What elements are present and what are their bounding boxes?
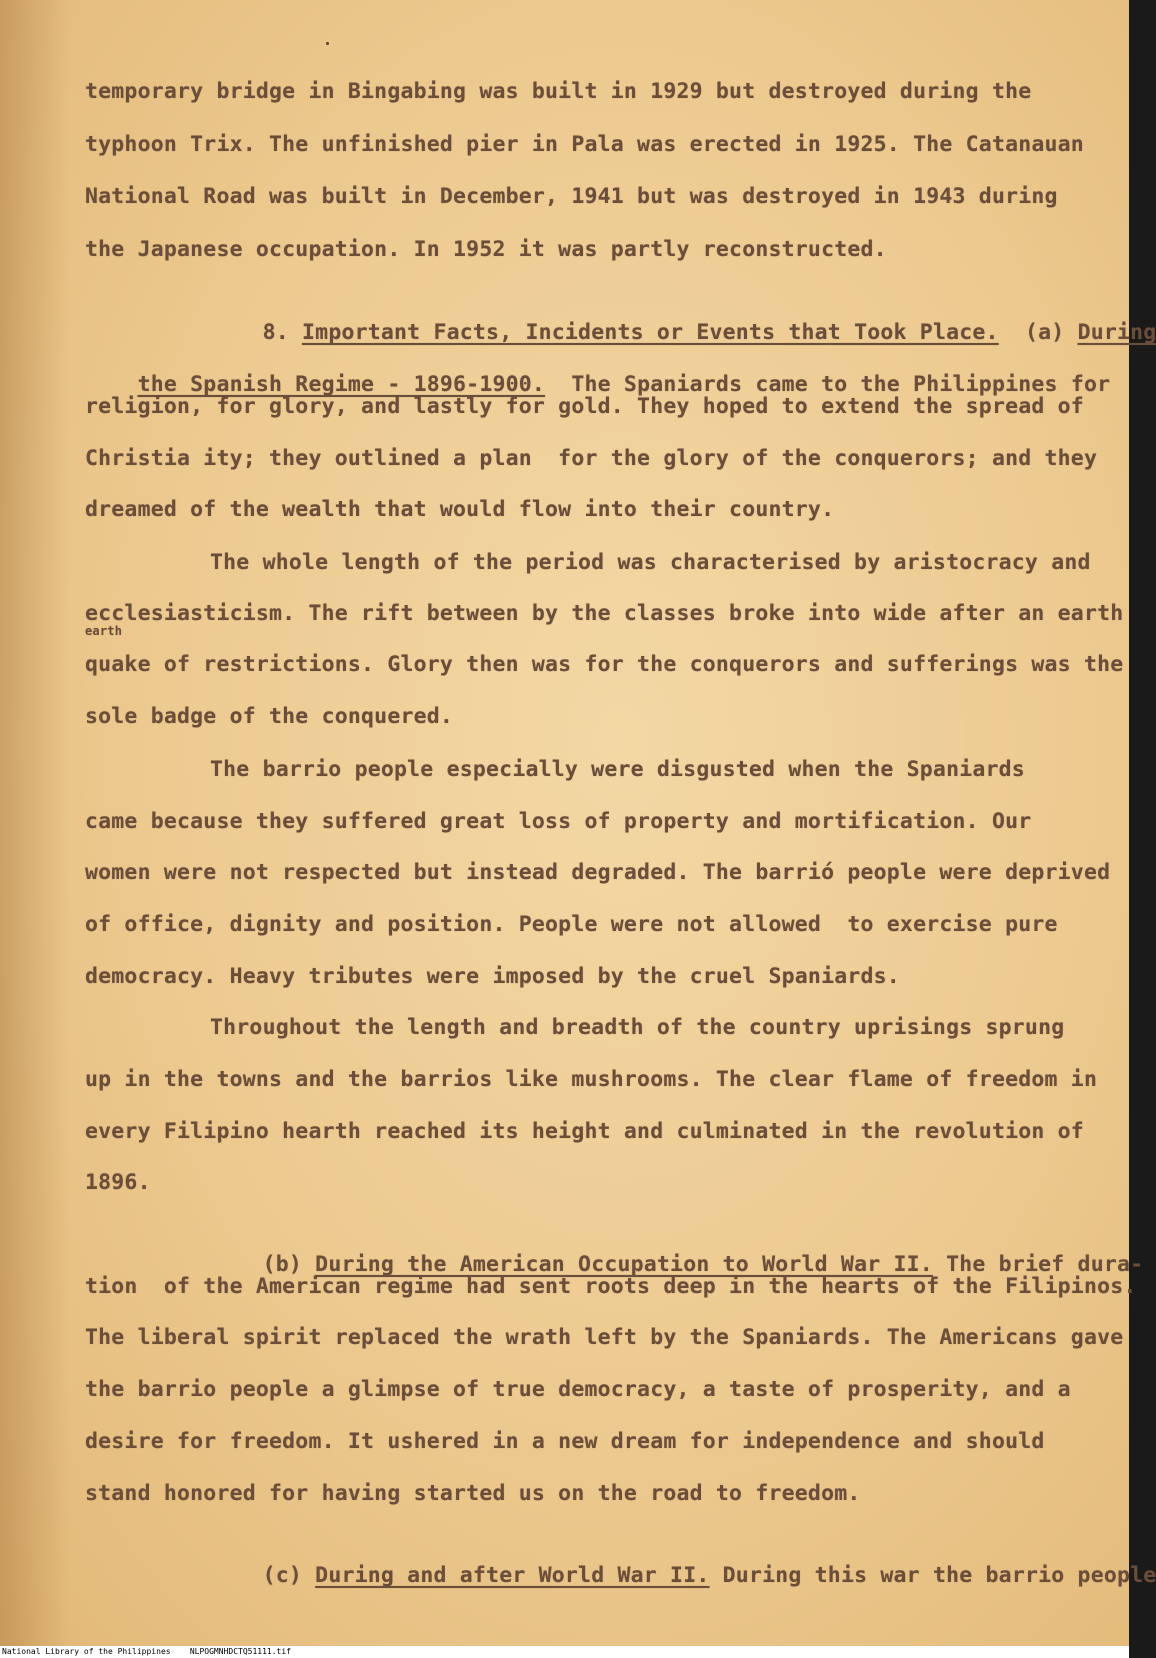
text-line-24: tion of the American regime had sent roots deep in the hearts of the Filipinos.	[85, 1274, 1137, 1299]
text-line-27: desire for freedom. It ushered in a new dream for independence and should	[85, 1429, 1045, 1454]
text-line-15: came because they suffered great loss of property and mortification. Our	[85, 809, 1032, 834]
speck	[326, 42, 329, 45]
text-line-12: quake of restrictions. Glory then was for the conquerors and sufferings was the	[85, 652, 1124, 677]
text-line-18: democracy. Heavy tributes were imposed by the cruel Spaniards.	[85, 964, 900, 989]
text-line-14: The barrio people especially were disgusted when the Spaniards	[210, 757, 1025, 782]
text-line-19: Throughout the length and breadth of the country uprisings sprung	[210, 1015, 1065, 1040]
text-line-4: the Japanese occupation. In 1952 it was partly reconstructed.	[85, 237, 887, 262]
text-line-8: Christia ity; they outlined a plan for the glory of the conquerors; and they	[85, 446, 1098, 471]
text-line-20: up in the towns and the barrios like mushrooms. The clear flame of freedom in	[85, 1067, 1098, 1092]
text-line-7: religion, for glory, and lastly for gold. They hoped to extend the spread of	[85, 394, 1084, 419]
text-line-3: National Road was built in December, 1941 but was destroyed in 1943 during	[85, 184, 1058, 209]
section-8a-heading-2: the Spanish Regime - 1896-1900.	[137, 372, 546, 397]
section-b-label: (b)	[262, 1252, 303, 1277]
text-line-17: of office, dignity and position. People were not allowed to exercise pure	[85, 912, 1058, 937]
section-b-text: The brief dura-	[946, 1252, 1144, 1277]
text-line-21: every Filipino hearth reached its height and culminated in the revolution of	[85, 1119, 1084, 1144]
text-line-13: sole badge of the conquered.	[85, 704, 454, 729]
text-line-10: The whole length of the period was characterised by aristocracy and	[210, 550, 1091, 575]
section-8-heading: Important Facts, Incidents or Events that Took Place.	[302, 320, 999, 345]
text-line-9: dreamed of the wealth that would flow into their country.	[85, 497, 835, 522]
footer-caption: National Library of the Philippines NLPOGMNHDCTQ51111.tif	[2, 1647, 291, 1656]
text-line-16: women were not respected but instead degraded. The barrió people were deprived	[85, 860, 1111, 885]
text-line-28: stand honored for having started us on the road to freedom.	[85, 1481, 861, 1506]
section-8a-heading-1: During	[1077, 320, 1156, 345]
text-line-25: The liberal spirit replaced the wrath left by the Spaniards. The Americans gave	[85, 1325, 1124, 1350]
section-8a-label: (a)	[1024, 320, 1065, 345]
text-line-1: temporary bridge in Bingabing was built in 1929 but destroyed during the	[85, 79, 1032, 104]
section-c-line	[210, 1531, 1156, 1621]
section-8-number: 8.	[262, 320, 289, 345]
text-line-22: 1896.	[85, 1170, 151, 1195]
section-c-heading: During and after World War II.	[315, 1563, 710, 1588]
section-c-label: (c)	[262, 1563, 303, 1588]
section-8a-text: The Spaniards came to the Philippines for	[571, 372, 1111, 397]
section-b-heading: During the American Occupation to World War II.	[315, 1252, 933, 1277]
text-line-2: typhoon Trix. The unfinished pier in Pala was erected in 1925. The Catanauan	[85, 132, 1084, 157]
text-line-11: ecclesiasticism. The rift between by the classes broke into wide after an earth	[85, 601, 1124, 626]
handwritten-margin-note: earth	[85, 624, 123, 638]
section-c-text: During this war the barrio people	[722, 1563, 1156, 1588]
text-line-26: the barrio people a glimpse of true democracy, a taste of prosperity, and a	[85, 1377, 1071, 1402]
